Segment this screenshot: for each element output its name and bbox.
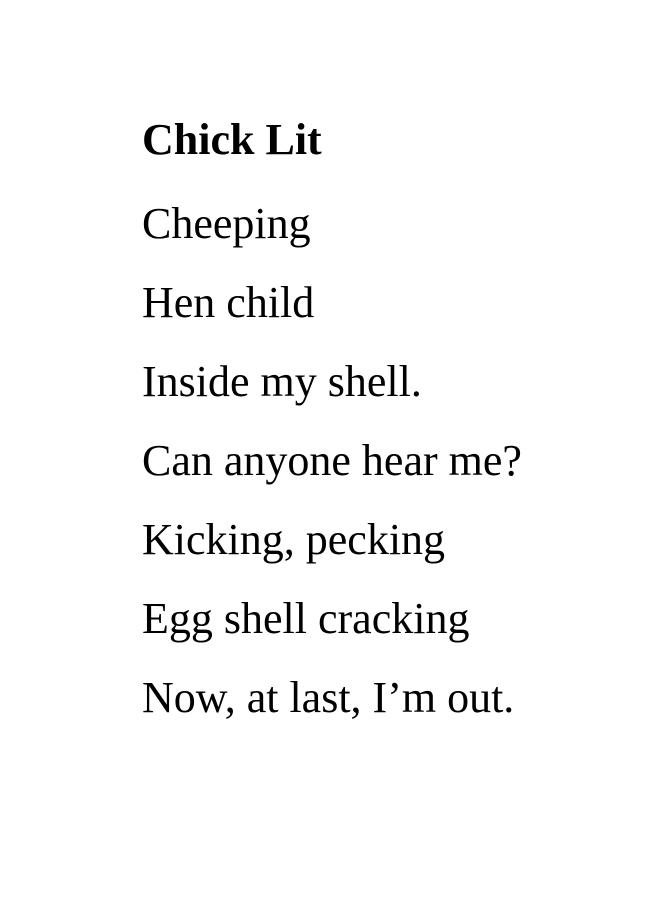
poem-line-7: Now, at last, I’m out. [142, 673, 515, 722]
poem-line-2: Hen child [142, 278, 315, 327]
poem-line-4: Can anyone hear me? [142, 436, 522, 485]
poem-line-3: Inside my shell. [142, 357, 422, 406]
poem [142, 100, 522, 737]
poem-line-5: Kicking, pecking [142, 515, 446, 564]
poem-title: Chick Lit [142, 115, 322, 164]
poem-line-1: Cheeping [142, 199, 311, 248]
poem-line-6: Egg shell cracking [142, 594, 470, 643]
